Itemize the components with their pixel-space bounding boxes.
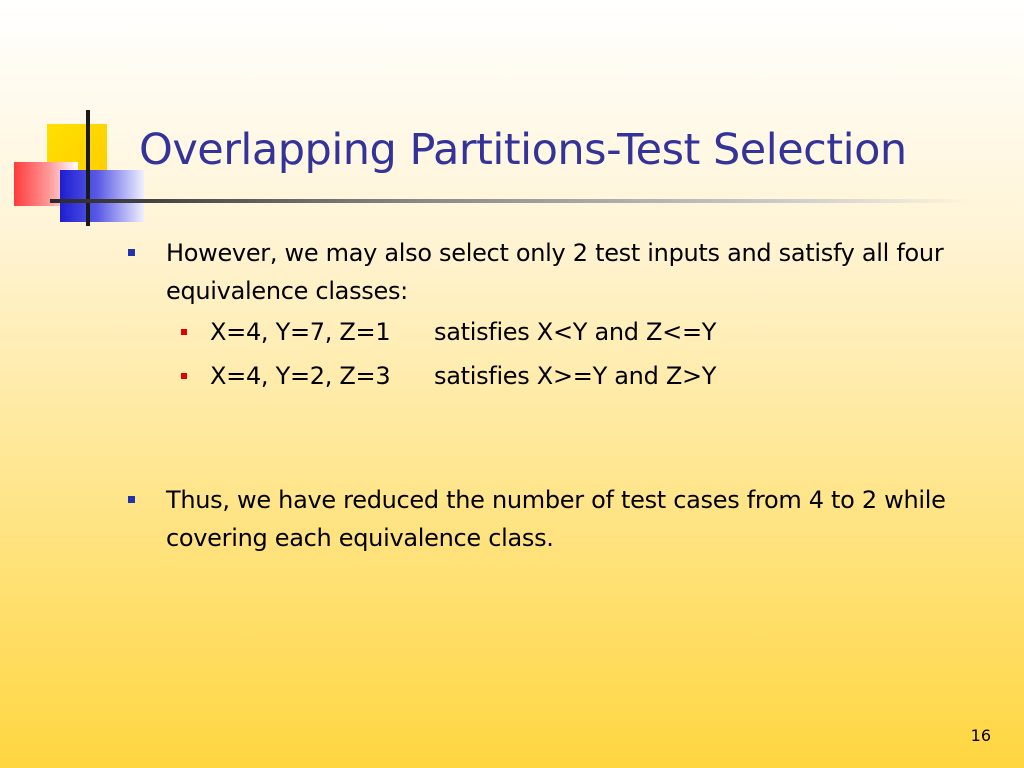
slide-title: Overlapping Partitions-Test Selection (139, 125, 907, 175)
sub-bullet-item (127, 310, 947, 354)
sub-bullet-item (127, 354, 947, 398)
square-bullet-icon (128, 496, 135, 503)
logo-blue-square-icon (60, 170, 144, 222)
sub-bullet-values: X=4, Y=7, Z=1 (210, 318, 391, 346)
title-underline (50, 199, 972, 203)
bullet-text: However, we may also select only 2 test inputs and satisfy all four equivalence classes: (166, 239, 944, 305)
sub-bullet-satisfies: satisfies X<Y and Z<=Y (434, 318, 717, 346)
bullet-row (127, 481, 947, 557)
sub-bullet-satisfies: satisfies X>=Y and Z>Y (434, 362, 717, 390)
red-square-bullet-icon (181, 373, 187, 379)
bullet-item (127, 234, 947, 398)
page-number: 16 (970, 726, 991, 745)
logo-vertical-line (86, 110, 90, 226)
sub-bullet-values: X=4, Y=2, Z=3 (210, 362, 391, 390)
bullet-row (127, 234, 947, 310)
bullet-item (127, 481, 947, 557)
bullet-text: Thus, we have reduced the number of test cases from 4 to 2 while covering each equivalence class. (166, 486, 946, 552)
red-square-bullet-icon (181, 329, 187, 335)
square-bullet-icon (128, 249, 135, 256)
